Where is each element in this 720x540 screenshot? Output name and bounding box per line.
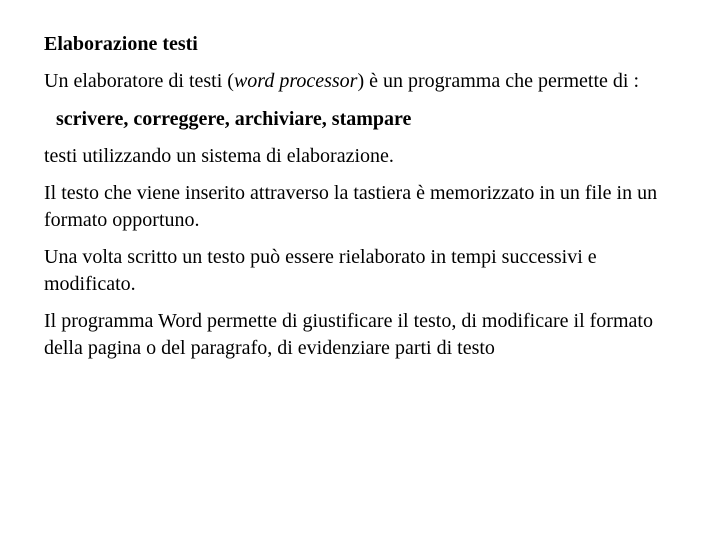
paragraph-file-storage: Il testo che viene inserito attraverso la tastiera è memorizzato in un file in un formato opportuno. xyxy=(44,182,658,231)
paragraph-word-features: Il programma Word permette di giustificare il testo, di modificare il formato della pagina o del paragrafo, di evidenziare parti di testo xyxy=(44,310,653,359)
actions-list: scrivere, correggere, archiviare, stampare xyxy=(56,108,412,130)
intro-text-before: Un elaboratore di testi ( xyxy=(44,70,234,92)
intro-text-after: ) è un programma che permette di : xyxy=(357,70,640,92)
page-title: Elaborazione testi xyxy=(44,33,198,55)
intro-paragraph xyxy=(44,68,674,95)
after-actions-paragraph: testi utilizzando un sistema di elaborazione. xyxy=(44,145,394,167)
document-body xyxy=(44,30,674,372)
intro-italic-term: word processor xyxy=(233,70,358,92)
paragraph-editing: Una volta scritto un testo può essere rielaborato in tempi successivi e modificato. xyxy=(44,246,597,295)
